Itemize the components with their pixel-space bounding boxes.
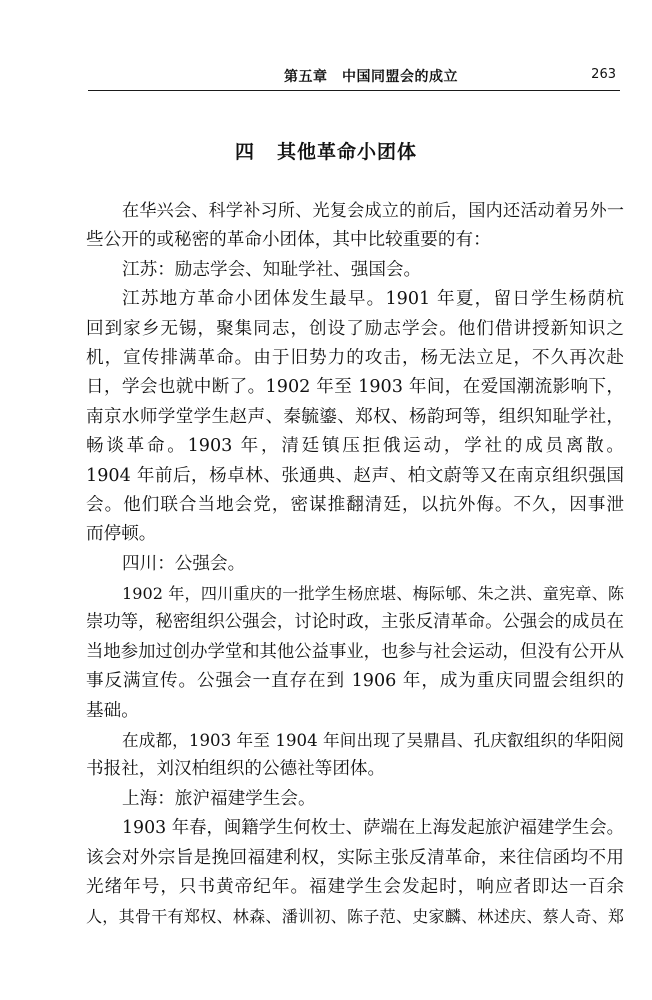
section-heading: [0, 137, 652, 164]
running-head: [88, 64, 620, 91]
text-line: 会。他们联合当地会党，密谋推翻清廷，以抗外侮。不久，因事泄: [86, 494, 624, 515]
text-line: 人，其骨干有郑权、林森、潘训初、陈子范、史家麟、林述庆、蔡人奇、郑: [86, 907, 624, 927]
text-line: 书报社，刘汉柏组织的公德社等团体。: [86, 759, 386, 780]
text-line: 该会对外宗旨是挽回福建利权，实际主张反清革命，来往信函均不用: [86, 847, 624, 868]
section-title: 其他革命小团体: [277, 141, 418, 163]
body-text: [86, 197, 624, 932]
chapter-title: 第五章 中国同盟会的成立: [284, 69, 458, 85]
text-line: 江苏：励志学会、知耻学社、强国会。: [122, 259, 422, 280]
text-line: 而停顿。: [86, 524, 157, 545]
page-number: 263: [591, 67, 616, 82]
text-line: 事反满宣传。公强会一直存在到 1906 年，成为重庆同盟会组织的: [86, 671, 624, 692]
text-line: 四川：公强会。: [122, 553, 246, 574]
text-line: 畅谈革命。1903 年，清廷镇压拒俄运动，学社的成员离散。: [86, 436, 624, 457]
text-line: 南京水师学堂学生赵声、秦毓鎏、郑权、杨韵珂等，组织知耻学社，: [86, 406, 624, 427]
text-line: 日，学会也就中断了。1902 年至 1903 年间，在爱国潮流影响下，: [86, 377, 624, 398]
text-line: 回到家乡无锡，聚集同志，创设了励志学会。他们借讲授新知识之: [86, 318, 624, 339]
text-line: 些公开的或秘密的革命小团体，其中比较重要的有：: [86, 230, 491, 251]
text-line: 光绪年号，只书黄帝纪年。福建学生会发起时，响应者即达一百余: [86, 876, 624, 897]
text-line: 崇功等，秘密组织公强会，讨论时政，主张反清革命。公强会的成员在: [86, 612, 624, 633]
text-line: 当地参加过创办学堂和其他公益事业，也参与社会运动，但没有公开从: [86, 641, 624, 662]
text-line: 在成都，1903 年至 1904 年间出现了吴鼎昌、孔庆叡组织的华阳阅: [122, 731, 624, 751]
text-line: 江苏地方革命小团体发生最早。1901 年夏，留日学生杨荫杭: [122, 289, 624, 310]
text-line: 上海：旅沪福建学生会。: [122, 788, 316, 809]
section-number: 四: [234, 141, 255, 163]
text-line: 1902 年，四川重庆的一批学生杨庶堪、梅际郇、朱之洪、童宪章、陈: [122, 584, 624, 604]
text-line: 机，宣传排满革命。由于旧势力的攻击，杨无法立足，不久再次赴: [86, 347, 624, 368]
text-line: 1904 年前后，杨卓林、张通典、赵声、柏文蔚等又在南京组织强国: [86, 465, 624, 486]
text-line: 在华兴会、科学补习所、光复会成立的前后，国内还活动着另外一: [122, 201, 624, 221]
text-line: 1903 年春，闽籍学生何枚士、萨端在上海发起旅沪福建学生会。: [122, 818, 624, 839]
text-line: 基础。: [86, 700, 139, 721]
